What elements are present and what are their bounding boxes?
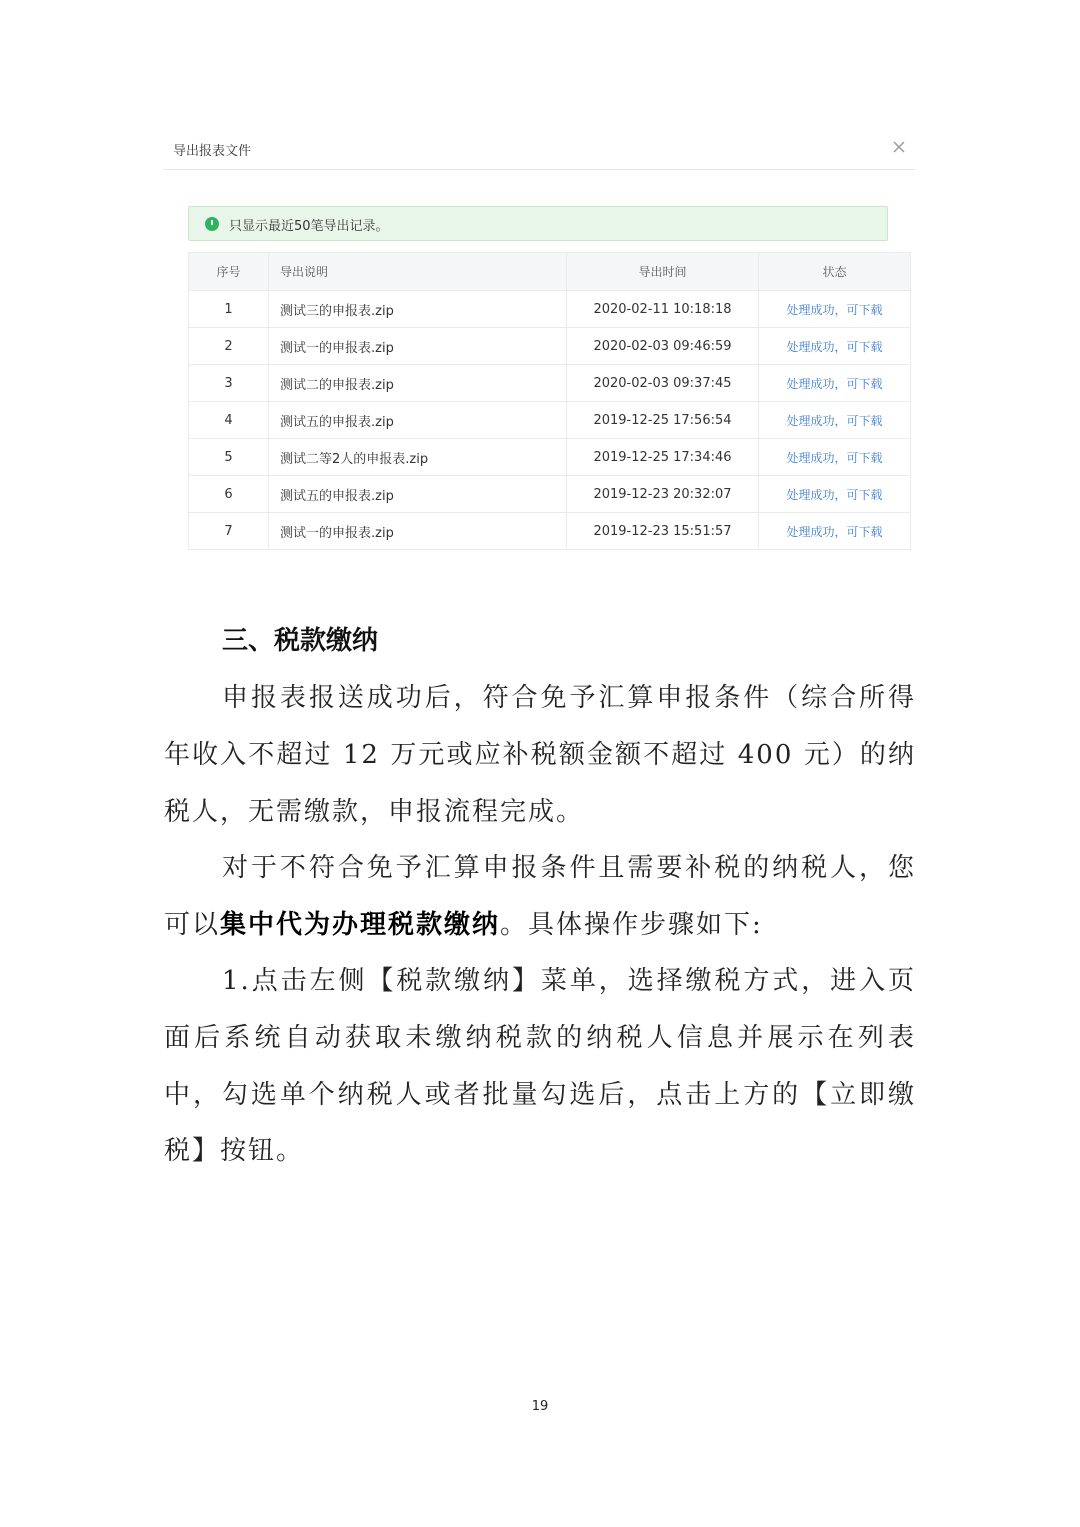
row-time: 2019-12-25 17:56:54: [567, 402, 759, 439]
notice-banner: [188, 206, 888, 241]
row-index: 1: [189, 291, 269, 328]
download-link[interactable]: 处理成功，可下载: [786, 413, 883, 428]
row-index: 3: [189, 365, 269, 402]
row-description: 测试一的申报表.zip: [269, 328, 567, 365]
download-link[interactable]: 处理成功，可下载: [786, 376, 883, 391]
download-link[interactable]: 处理成功，可下载: [786, 487, 883, 502]
close-icon[interactable]: [889, 137, 909, 157]
row-index: 6: [189, 476, 269, 513]
paragraph-step-1: 1.点击左侧【税款缴纳】菜单，选择缴税方式，进入页面后系统自动获取未缴纳税款的纳税人信息并展示在列表中，勾选单个纳税人或者批量勾选后，点击上方的【立即缴税】按钮。: [164, 966, 916, 1167]
row-index: 2: [189, 328, 269, 365]
row-description: 测试二等2人的申报表.zip: [269, 439, 567, 476]
section-heading: 三、税款缴纳: [222, 626, 379, 656]
row-time: 2019-12-23 15:51:57: [567, 513, 759, 550]
row-time: 2020-02-11 10:18:18: [567, 291, 759, 328]
info-icon: [205, 217, 219, 231]
table-row: [189, 402, 911, 439]
download-link[interactable]: 处理成功，可下载: [786, 339, 883, 354]
table-row: [189, 476, 911, 513]
row-time: 2020-02-03 09:37:45: [567, 365, 759, 402]
paragraph-text: 对于不符合免予汇算申报条件且需要补税的纳税人，您可以: [164, 853, 916, 940]
page-number: 19: [531, 1399, 549, 1414]
emphasis-text: 集中代为办理税款缴纳: [220, 909, 501, 940]
download-link[interactable]: 处理成功，可下载: [786, 450, 883, 465]
paragraph-exemption: 申报表报送成功后，符合免予汇算申报条件（综合所得年收入不超过 12 万元或应补税额金额不超过 400 元）的纳税人，无需缴款，申报流程完成。: [164, 683, 916, 827]
column-header-index: 序号: [189, 253, 269, 291]
column-header-description: 导出说明: [269, 253, 567, 291]
column-header-status: 状态: [759, 253, 911, 291]
row-time: 2019-12-23 20:32:07: [567, 476, 759, 513]
download-link[interactable]: 处理成功，可下载: [786, 524, 883, 539]
row-index: 5: [189, 439, 269, 476]
notice-text: 只显示最近50笔导出记录。: [229, 219, 389, 234]
row-description: 测试五的申报表.zip: [269, 476, 567, 513]
table-row: [189, 439, 911, 476]
row-description: 测试一的申报表.zip: [269, 513, 567, 550]
paragraph-text: 。具体操作步骤如下:: [500, 909, 763, 940]
dialog-title: 导出报表文件: [173, 144, 252, 159]
row-index: 4: [189, 402, 269, 439]
row-time: 2019-12-25 17:34:46: [567, 439, 759, 476]
table-row: [189, 328, 911, 365]
table-row: [189, 291, 911, 328]
row-description: 测试二的申报表.zip: [269, 365, 567, 402]
download-link[interactable]: 处理成功，可下载: [786, 302, 883, 317]
row-description: 测试五的申报表.zip: [269, 402, 567, 439]
paragraph-payment-intro: [164, 840, 916, 954]
export-records-table: [188, 252, 911, 550]
table-row: [189, 365, 911, 402]
row-index: 7: [189, 513, 269, 550]
table-row: [189, 513, 911, 550]
row-description: 测试三的申报表.zip: [269, 291, 567, 328]
table-header-row: [189, 253, 911, 291]
column-header-time: 导出时间: [567, 253, 759, 291]
dialog-header: [163, 131, 915, 170]
row-time: 2020-02-03 09:46:59: [567, 328, 759, 365]
